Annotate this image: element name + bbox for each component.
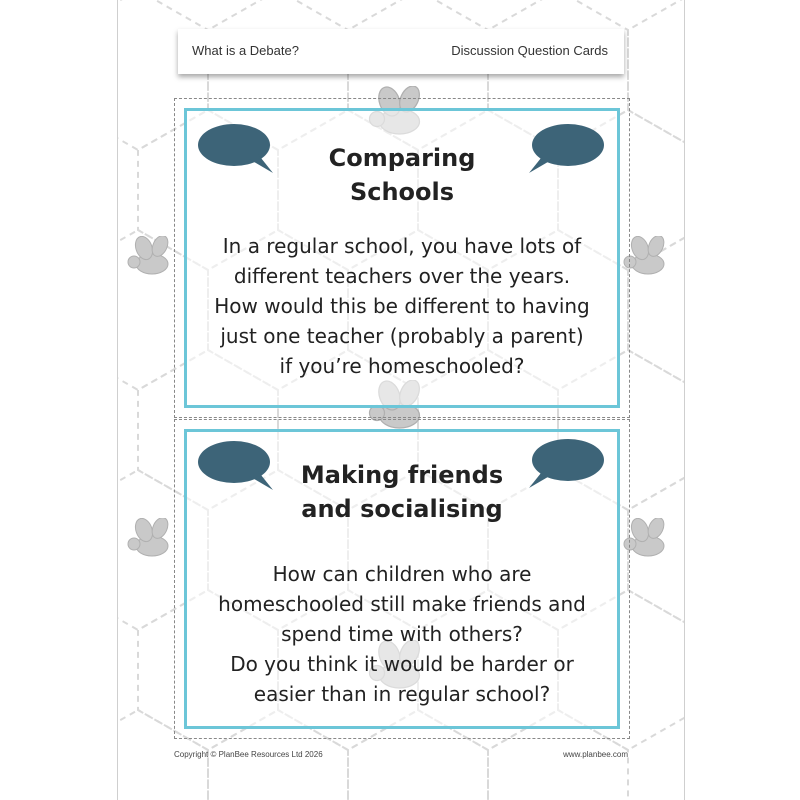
card-question-line: easier than in regular school?	[253, 682, 551, 706]
card-question-line: How can children who are	[272, 562, 532, 586]
card-title-line: Making friends	[300, 461, 504, 489]
header-tab	[178, 29, 624, 74]
question-card-making-friends	[184, 429, 620, 729]
card-question	[187, 559, 617, 709]
worksheet-page	[117, 0, 685, 800]
card-question-line: How would this be different to having	[214, 294, 590, 318]
question-card-comparing-schools	[184, 108, 620, 408]
card-title-line: and socialising	[301, 495, 503, 523]
copyright-notice: Copyright © PlanBee Resources Ltd 2026	[174, 750, 323, 759]
card-question-line: different teachers over the years.	[233, 264, 571, 288]
card-question	[187, 231, 617, 381]
cut-out-card-outline	[174, 98, 630, 418]
worksheet-topic: What is a Debate?	[192, 43, 299, 58]
website-link[interactable]: www.planbee.com	[563, 750, 628, 759]
card-title-line: Comparing	[328, 144, 476, 172]
bee-icon	[122, 518, 178, 562]
card-title-line: Schools	[349, 178, 455, 206]
card-question-line: spend time with others?	[281, 622, 523, 646]
card-question-line: In a regular school, you have lots of	[222, 234, 582, 258]
card-question-line: just one teacher (probably a parent)	[220, 324, 584, 348]
worksheet-type: Discussion Question Cards	[451, 43, 608, 58]
card-title	[187, 141, 617, 209]
cut-out-card-outline	[174, 419, 630, 739]
card-question-line: Do you think it would be harder or	[230, 652, 574, 676]
card-title	[187, 458, 617, 526]
card-question-line: if you’re homeschooled?	[279, 354, 525, 378]
bee-icon	[122, 236, 178, 280]
card-question-line: homeschooled still make friends and	[218, 592, 586, 616]
